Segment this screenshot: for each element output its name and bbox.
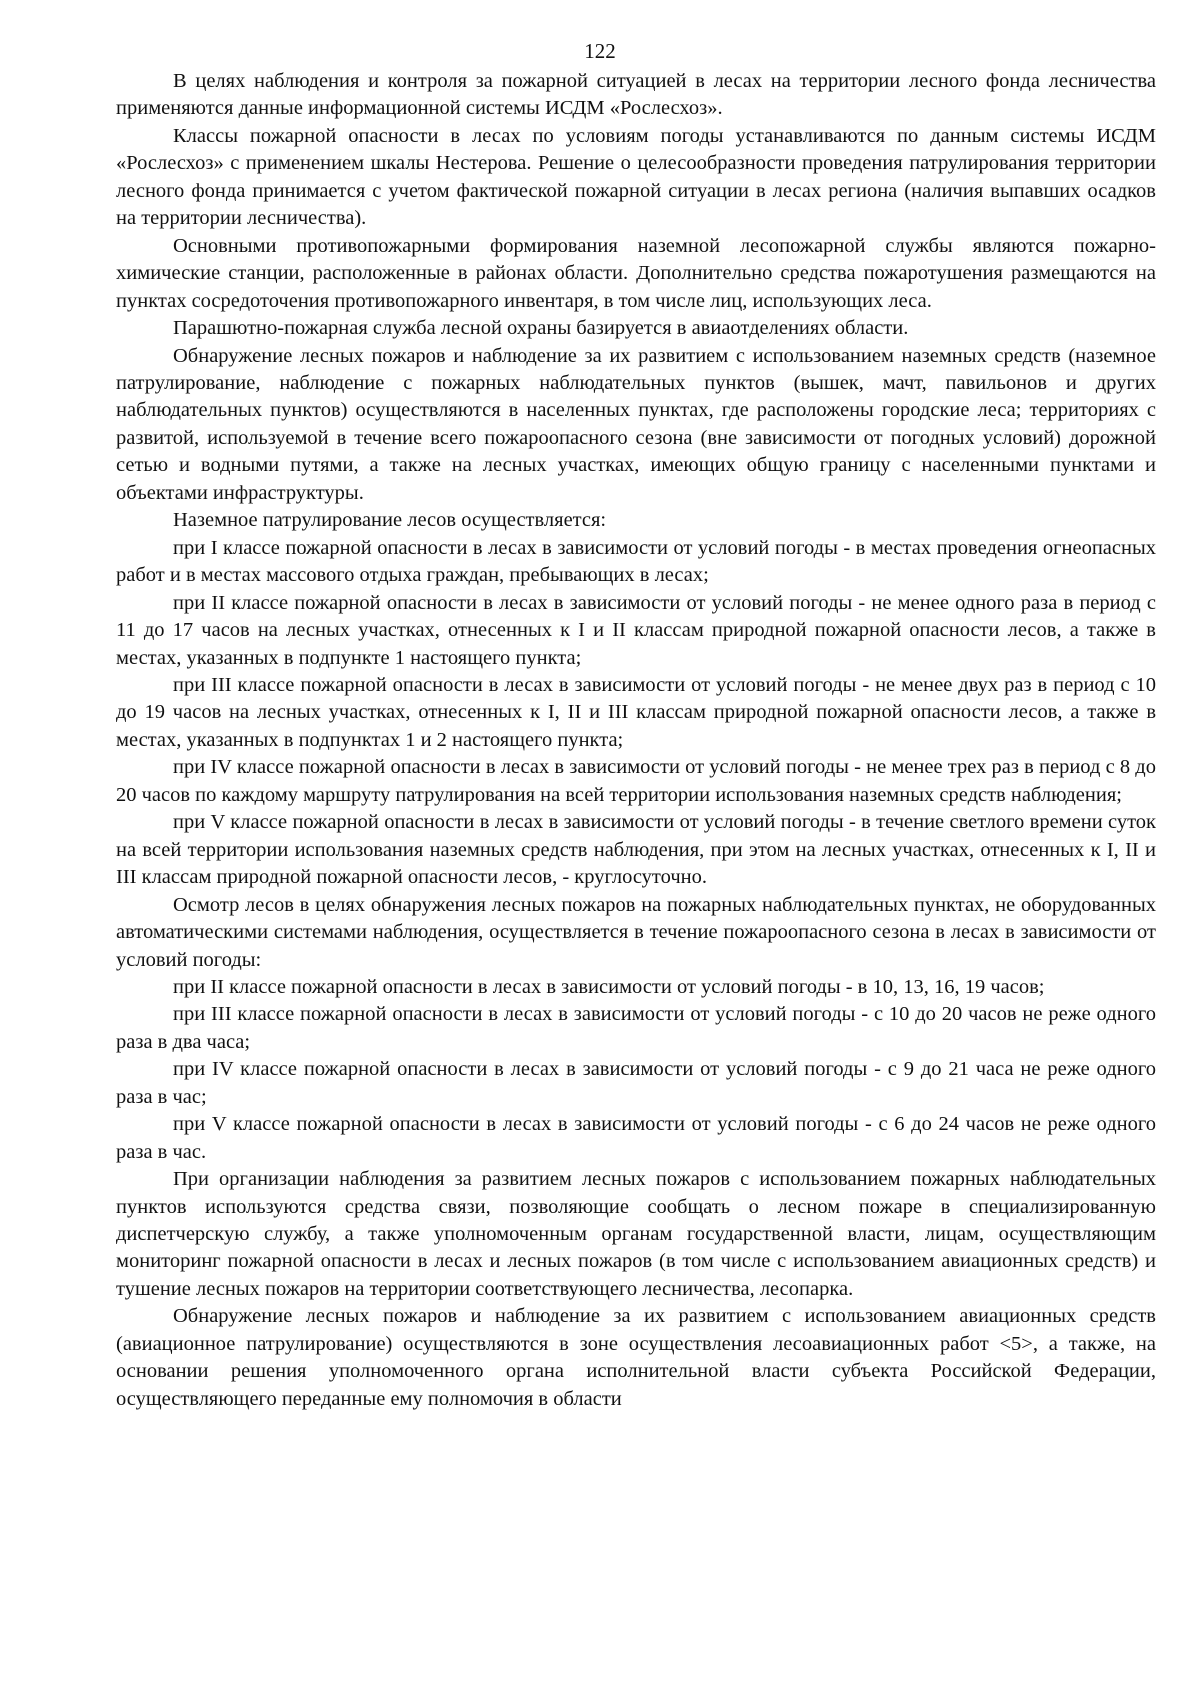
paragraph-fire-stations: Основными противопожарными формирования наземной лесопожарной службы являются пожарно-химические станции, расположенные в районах области. Дополнительно средства пожаротушения размещаются на пунктах сосредоточения противопожарного инвентаря, в том числе лиц, использующих леса. [116, 234, 1156, 312]
paragraph-inspection-class-3: при III классе пожарной опасности в лесах в зависимости от условий погоды - с 10 до 20 часов не реже одного раза в два часа; [116, 1003, 1156, 1053]
paragraph-communications: При организации наблюдения за развитием лесных пожаров с использованием пожарных наблюдательных пунктов используются средства связи, позволяющие сообщать о лесном пожаре в специализированную диспетчерскую службу, а также уполномоченным органам государственной власти, лицам, осуществляющим мониторинг пожарной опасности в лесах и лесных пожаров (в том числе с использованием авиационных средств) и тушение лесных пожаров на территории соответствующего лесничества, лесопарка. [116, 1168, 1156, 1300]
paragraph-inspection-class-5: при V классе пожарной опасности в лесах в зависимости от условий погоды - с 6 до 24 часов не реже одного раза в час. [116, 1113, 1156, 1163]
page-number: 122 [584, 39, 616, 63]
paragraph-ground-detection: Обнаружение лесных пожаров и наблюдение за их развитием с использованием наземных средств (наземное патрулирование, наблюдение с пожарных наблюдательных пунктов (вышек, мачт, павильонов и других наблюдательных пунктов) осуществляются в населенных пунктах, где расположены городские леса; территориях с развитой, используемой в течение всего пожароопасного сезона (вне зависимости от погодных условий) дорожной сетью и водными путями, а также на лесных участках, имеющих общую границу с населенными пунктами и объектами инфраструктуры. [116, 344, 1156, 504]
paragraph-patrol-class-1: при I классе пожарной опасности в лесах в зависимости от условий погоды - в местах проведения огнеопасных работ и в местах массового отдыха граждан, пребывающих в лесах; [116, 536, 1156, 587]
paragraph-inspection-class-4: при IV классе пожарной опасности в лесах в зависимости от условий погоды - с 9 до 21 часа не реже одного раза в час; [116, 1058, 1156, 1108]
paragraph-danger-classes: Классы пожарной опасности в лесах по условиям погоды устанавливаются по данным системы ИСДМ «Рослесхоз» с применением шкалы Нестерова. Решение о целесообразности проведения патрулирования территории лесного фонда принимается с учетом фактической пожарной ситуации в лесах региона (наличия выпавших осадков на территории лесничества). [116, 124, 1156, 230]
paragraph-aviation-detection: Обнаружение лесных пожаров и наблюдение за их развитием с использованием авиационных средств (авиационное патрулирование) осуществляются в зоне осуществления лесоавиационных работ <5>, а также, на основании решения уполномоченного органа исполнительной власти субъекта Российской Федерации, осуществляющего переданные ему полномочия в области [116, 1305, 1156, 1410]
paragraph-inspection-intro: Осмотр лесов в целях обнаружения лесных пожаров на пожарных наблюдательных пунктах, не оборудованных автоматическими системами наблюдения, осуществляется в течение пожароопасного сезона в лесах в зависимости от условий погоды: [116, 893, 1156, 971]
paragraph-monitoring-system: В целях наблюдения и контроля за пожарной ситуацией в лесах на территории лесного фонда лесничества применяются данные информационной системы ИСДМ «Рослесхоз». [116, 70, 1156, 120]
document-body [116, 68, 1156, 1413]
paragraph-inspection-class-2: при II классе пожарной опасности в лесах в зависимости от условий погоды - в 10, 13, 16, 19 часов; [173, 975, 1045, 998]
paragraph-patrol-class-2: при II классе пожарной опасности в лесах в зависимости от условий погоды - не менее одного раза в период с 11 до 17 часов на лесных участках, отнесенных к I и II классам природной пожарной опасности лесов, а также в местах, указанных в подпункте 1 настоящего пункта; [116, 591, 1156, 669]
paragraph-parachute-service: Парашютно-пожарная служба лесной охраны базируется в авиаотделениях области. [173, 317, 909, 340]
paragraph-patrol-class-3: при III классе пожарной опасности в лесах в зависимости от условий погоды - не менее двух раз в период с 10 до 19 часов на лесных участках, отнесенных к I, II и III классам природной пожарной опасности лесов, а также в местах, указанных в подпунктах 1 и 2 настоящего пункта; [116, 673, 1156, 751]
paragraph-patrol-class-4: при IV классе пожарной опасности в лесах в зависимости от условий погоды - не менее трех раз в период с 8 до 20 часов по каждому маршруту патрулирования на всей территории использования наземных средств наблюдения; [116, 756, 1156, 806]
paragraph-ground-patrol-intro: Наземное патрулирование лесов осуществляется: [173, 509, 607, 532]
paragraph-patrol-class-5: при V классе пожарной опасности в лесах в зависимости от условий погоды - в течение светлого времени суток на всей территории использования наземных средств наблюдения, при этом на лесных участках, отнесенных к I, II и III классам природной пожарной опасности лесов, - круглосуточно. [116, 811, 1156, 889]
